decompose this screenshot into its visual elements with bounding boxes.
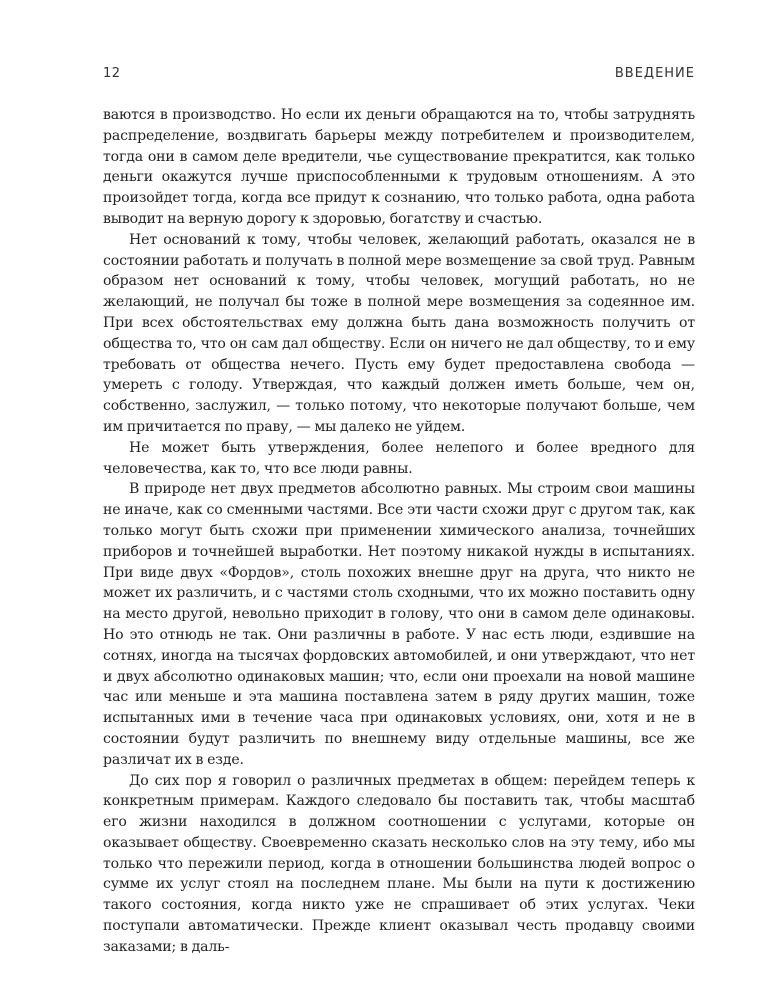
- paragraph: До сих пор я говорил о различных предметах в общем: перейдем теперь к конкретным примерам. Каждого следовало бы поставить так, чтобы масштаб его жизни находился в должном соотношении с услугами, которые он оказывает обществу. Своевременно сказать несколько слов на эту тему, ибо мы только что пережили период, когда в отношении большинства людей вопрос о сумме их услуг стоял на последнем плане. Мы были на пути к достижению такого состояния, когда никто уже не спрашивает об этих услугах. Чеки поступали автоматически. Прежде клиент оказывал честь продавцу своими заказами; в даль-: [103, 772, 695, 955]
- body-text: [103, 105, 695, 958]
- section-title: ВВЕДЕНИЕ: [614, 66, 695, 81]
- paragraph: В природе нет двух предметов абсолютно равных. Мы строим свои машины не иначе, как со сменными частями. Все эти части схожи друг с другом так, как только могут быть схожи при применении химического анализа, точнейших приборов и точнейшей выработки. Нет поэтому никакой нужды в испытаниях. При виде двух «Фордов», столь похожих внешне друг на друга, что никто не может их различить, и с частями столь сходными, что их можно поставить одну на место другой, невольно приходит в голову, что они в самом деле одинаковы. Но это отнюдь не так. Они различны в работе. У нас есть люди, ездившие на сотнях, иногда на тысячах фордовских автомобилей, и они утверждают, что нет и двух абсолютно одинаковых машин; что, если они проехали на новой машине час или меньше и эта машина поставлена затем в ряду других машин, тоже испытанных ими в течение часа при одинаковых условиях, они, хотя и не в состоянии будут различить по внешнему виду отдельные машины, все же различат их в езде.: [103, 481, 695, 768]
- paragraph: Не может быть утверждения, более нелепого и более вредного для человечества, как то, что все люди равны.: [103, 439, 695, 477]
- page-number: 12: [103, 66, 121, 81]
- paragraph: Нет оснований к тому, чтобы человек, желающий работать, оказался не в состоянии работать и получать в полной мере возмещение за свой труд. Равным образом нет оснований к тому, чтобы человек, могущий работать, но не желающий, не получал бы тоже в полной мере возмещения за содеянное им. При всех обстоятельствах ему должна быть дана возможность получить от общества то, что он сам дал обществу. Если он ничего не дал обществу, то и ему требовать от общества нечего. Пусть ему будет предоставлена свобода — умереть с голоду. Утверждая, что каждый должен иметь больше, чем он, собственно, заслужил, — только потому, что некоторые получают больше, чем им причитается по праву, — мы далеко не уйдем.: [103, 231, 695, 435]
- running-header: [103, 66, 695, 86]
- paragraph: ваются в производство. Но если их деньги обращаются на то, чтобы затруднять распределение, воздвигать барьеры между потребителем и производителем, тогда они в самом деле вредители, чье существование прекратится, как только деньги окажутся лучше приспособленными к трудовым отношениям. А это произойдет тогда, когда все придут к сознанию, что только работа, одна работа выводит на верную дорогу к здоровью, богатству и счастью.: [103, 107, 695, 227]
